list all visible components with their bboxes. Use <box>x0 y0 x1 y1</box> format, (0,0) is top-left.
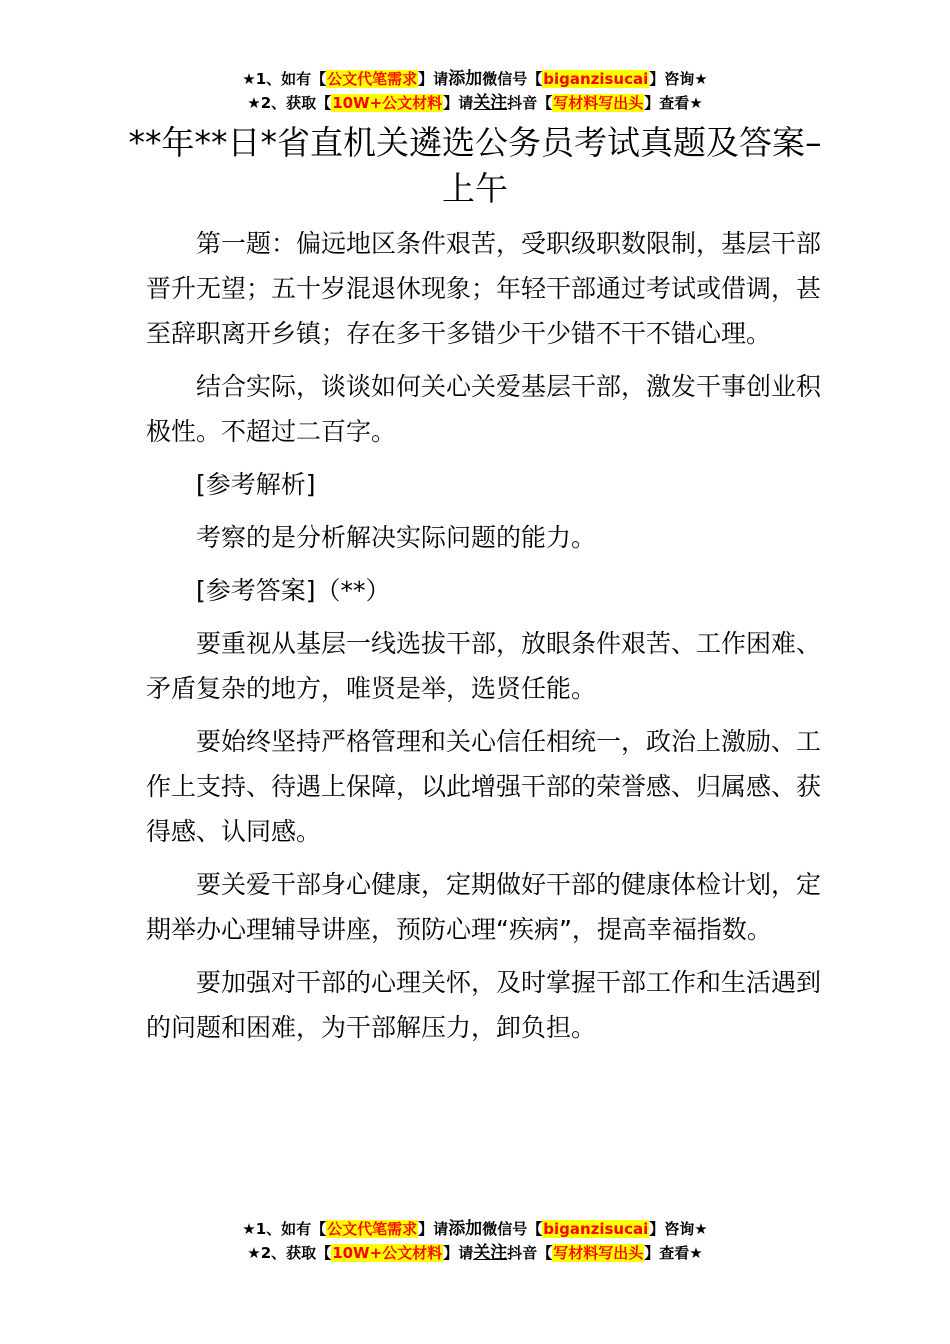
document-body <box>146 221 826 1058</box>
promo-text: 】查看★ <box>644 94 703 112</box>
promo-emphasis: 关注 <box>473 1243 508 1263</box>
answer-paragraph: 要关爱干部身心健康，定期做好干部的健康体检计划，定期举办心理辅导讲座，预防心理“疾病”，提高幸福指数。 <box>146 870 822 944</box>
question-paragraph: 第一题：偏远地区条件艰苦，受职级职数限制，基层干部晋升无望；五十岁混退休现象；年轻干部通过考试或借调，甚至辞职离开乡镇；存在多干多错少干少错不干不错心理。 <box>146 229 822 348</box>
promo-emphasis: 添加 <box>448 69 483 89</box>
answer-paragraph: 要重视从基层一线选拔干部，放眼条件艰苦、工作困难、矛盾复杂的地方，唯贤是举，选贤任能。 <box>146 629 822 703</box>
promo-text: ★1、如有【 <box>242 70 327 88</box>
promo-text: 】查看★ <box>644 1244 703 1262</box>
douyin-account: 写材料写出头 <box>553 1244 644 1262</box>
promo-text: 抖音【 <box>507 94 553 112</box>
answer-paragraph: 要加强对干部的心理关怀，及时掌握干部工作和生活遇到的问题和困难，为干部解压力，卸负担。 <box>146 968 822 1042</box>
question-requirement: 结合实际，谈谈如何关心关爱基层干部，激发干事创业积极性。不超过二百字。 <box>146 372 822 446</box>
document-title: **年**日*省直机关遴选公务员考试真题及答案–上午 <box>128 123 822 208</box>
promo-highlight: 10W+公文材料 <box>332 94 443 112</box>
promo-text: 微信号【 <box>482 70 543 88</box>
promo-text: 】咨询★ <box>649 70 708 88</box>
promo-text: 微信号【 <box>482 1220 543 1238</box>
promo-text: ★2、获取【 <box>247 94 332 112</box>
wechat-id: biganzisucai <box>543 1220 649 1238</box>
promo-text: 】请 <box>418 1220 449 1238</box>
douyin-account: 写材料写出头 <box>553 94 644 112</box>
promo-emphasis: 关注 <box>473 93 508 113</box>
promo-text: ★2、获取【 <box>247 1244 332 1262</box>
header-promo <box>0 69 950 117</box>
analysis-heading: [参考解析] <box>196 470 316 499</box>
promo-line-1 <box>0 69 950 93</box>
promo-text: ★1、如有【 <box>242 1220 327 1238</box>
promo-text: 抖音【 <box>507 1244 553 1262</box>
footer-promo <box>0 1219 950 1267</box>
promo-emphasis: 添加 <box>448 1219 483 1239</box>
answer-paragraph: 要始终坚持严格管理和关心信任相统一，政治上激励、工作上支持、待遇上保障，以此增强干部的荣誉感、归属感、获得感、认同感。 <box>146 727 822 846</box>
promo-highlight: 公文代笔需求 <box>327 1220 418 1238</box>
promo-text: 】请 <box>443 1244 474 1262</box>
promo-line-2 <box>0 1243 950 1267</box>
promo-line-1 <box>0 1219 950 1243</box>
promo-text: 】咨询★ <box>649 1220 708 1238</box>
answer-heading: [参考答案]（**） <box>196 576 391 605</box>
wechat-id: biganzisucai <box>543 70 649 88</box>
promo-line-2 <box>0 93 950 117</box>
promo-text: 】请 <box>443 94 474 112</box>
promo-highlight: 公文代笔需求 <box>327 70 418 88</box>
analysis-text: 考察的是分析解决实际问题的能力。 <box>196 523 597 552</box>
promo-text: 】请 <box>418 70 449 88</box>
promo-highlight: 10W+公文材料 <box>332 1244 443 1262</box>
